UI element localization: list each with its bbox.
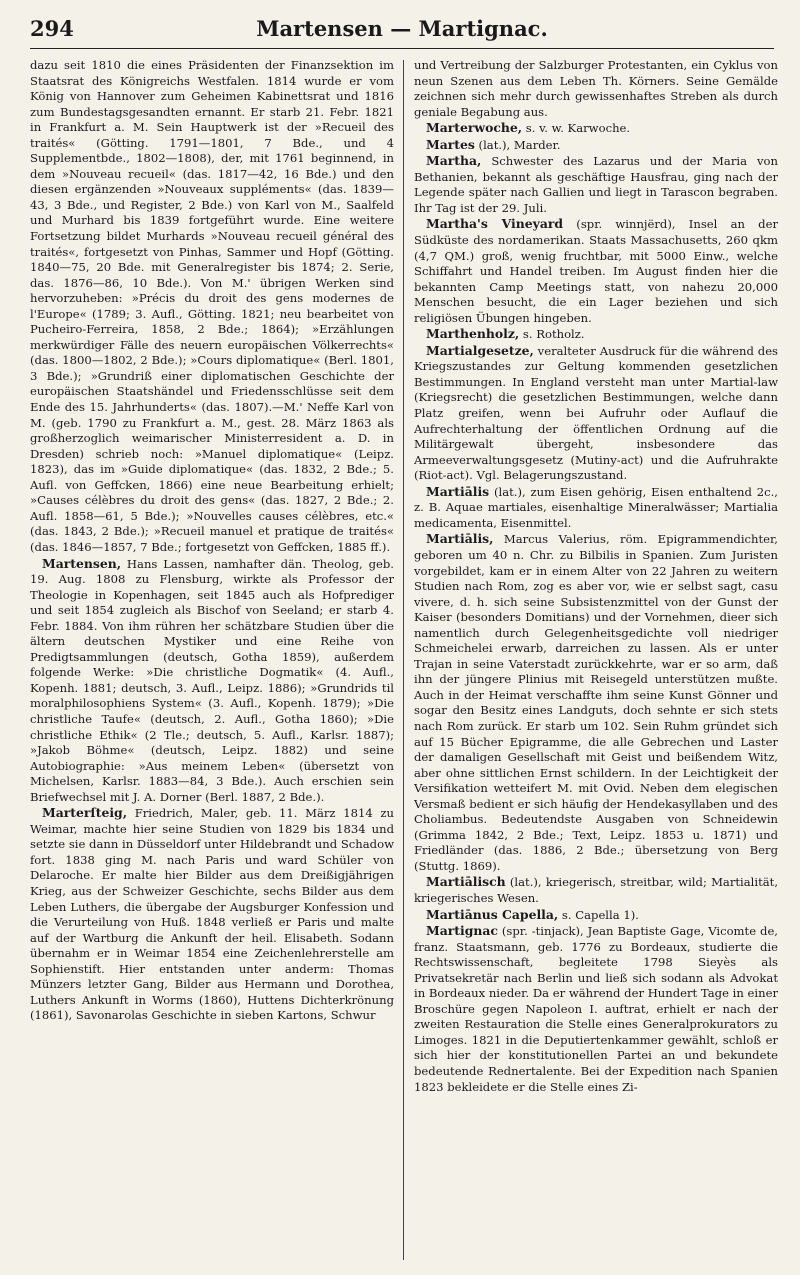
entry-lemma: Martiānus Capella,	[426, 906, 559, 922]
entry-marthas-vineyard	[414, 216, 778, 326]
entry-text: Friedrich, Maler, geb. 11. März 1814 zu Weimar, machte hier seine Studien von 1829 bis 1834 und setzte sie dann in Düsseldorf unter Hildebrandt und Schadow fort. 1838 ging M. nach Paris und ward Schüler von Delaroche. Er malte hier Bilder aus dem Dreißigjährigen Krieg, aus der Schweizer Geschichte, sechs Bilder aus dem Leben Luthers, die übergabe der Augsburger Konfession und die Verurteilung von Huß. 1848 verließ er Paris und malte auf der Wartburg die Ankunft der heil. Elisabeth. Sodann übernahm er in Weimar 1854 eine Zeichenlehrerstelle am Sophienstift. Hier entstanden unter anderm: Thomas Münzers letzter Gang, Bilder aus Hermann und Dorothea, Luthers Ankunft in Worms (1860), Huttens Dichterkrönung (1861), Savonarolas Geschichte in sieben Kartons, Schwur	[30, 806, 394, 1023]
entry-marthenholz	[414, 326, 778, 343]
entry-lemma: Martha's Vineyard	[426, 216, 564, 232]
entry-continuation	[30, 58, 394, 556]
entry-martes	[414, 137, 778, 154]
entry-lemma: Martiālis	[426, 483, 490, 499]
entry-lemma: Marterwoche,	[426, 120, 523, 136]
entry-continuation	[414, 58, 778, 120]
entry-text: veralteter Ausdruck für die während des Kriegszustandes zur Geltung kommenden gesetzlichen Bestimmungen. In England versteht man unter Martial-law (Kriegsrecht) die gesetzlichen Bestimmungen, welche dann Platz greifen, wenn bei Aufruhr oder Auflauf die Aufrechterhaltung der öffentlichen Ordnung auf die Militärgewalt übergeht, insbesondere das Armeeverwaltungsgesetz (Mutiny-act) und die Aufruhrakte (Riot-act). Vgl. Belagerungszustand.	[414, 343, 778, 483]
page-number: 294	[30, 16, 74, 41]
entry-martialisch	[414, 874, 778, 906]
entry-text: Marcus Valerius, röm. Epigrammendichter, geboren um 40 n. Chr. zu Bilbilis in Spanien. Zum Juristen vorgebildet, kam er in einem Alter von 22 Jahren zu weitern Studien nach Rom, zog es aber vor, wie er selbst sagt, casu vivere, d. h. sich seine Subsistenzmittel von der Gunst der Kaiser (besonders Domitians) und der Vornehmen, dieer sich namentlich durch Gelegenheitsgedichte voll niedriger Schmeichelei erwarb, darreichen zu lassen. Als er unter Trajan in seine Vaterstadt zurückkehrte, war er so arm, daß ihn der jüngere Plinius mit Reisegeld unterstützen mußte. Auch in der Heimat verschaffte ihm seine Kunst Gönner und sogar den Besitz eines Landguts, doch sehnte er sich stets nach Rom zurück. Er starb um 102. Sein Ruhm gründet sich auf 15 Bücher Epigramme, die alle Gebrechen und Laster der damaligen Gesellschaft mit Geist und beißendem Witz, aber ohne sittlichen Ernst schildern. In der Leichtigkeit der Versifikation wetteifert M. mit Ovid. Neben dem elegischen Versmaß bedient er sich häufig der Hendekasyllaben und des Choliambus. Bedeutendste Ausgaben von Schneidewin (Grimma 1842, 2 Bde.; Text, Leipz. 1853 u. 1871) und Friedländer (das. 1886, 2 Bde.; übersetzung von Berg (Stuttg. 1869).	[414, 532, 778, 873]
entry-martha	[414, 153, 778, 216]
entry-text: s. v. w. Karwoche.	[522, 121, 631, 136]
entry-text: (lat.), kriegerisch, streitbar, wild; Martialität, kriegerisches Wesen.	[414, 875, 778, 905]
entry-lemma: Martes	[426, 136, 475, 152]
running-title: Martensen — Martignac.	[256, 16, 548, 41]
entry-text: Schwester des Lazarus und der Maria von Bethanien, bekannt als geschäftige Hausfrau, ging nach der Legende später nach Gallien und liegt in Tarascon begraben. Ihr Tag ist der 29. Juli.	[414, 154, 778, 215]
entry-martianus-capella	[414, 907, 778, 924]
entry-lemma: Martensen,	[42, 555, 122, 571]
entry-text: (lat.), zum Eisen gehörig, Eisen enthaltend 2c., z. B. Aquae martiales, eisenhaltige Mineralwässer; Martialia medicamenta, Eisenmittel.	[414, 484, 778, 530]
entry-text: s. Capella 1).	[558, 907, 639, 922]
entry-lemma: Martiālisch	[426, 874, 506, 890]
column-divider	[403, 60, 404, 1260]
entry-lemma: Martiālis,	[426, 531, 494, 547]
page-header	[30, 14, 774, 49]
entry-text: s. Rotholz.	[519, 327, 585, 342]
entry-lemma: Martignac	[426, 923, 498, 939]
right-column	[414, 58, 778, 1263]
entry-marterwoche	[414, 120, 778, 137]
entry-lemma: Martha,	[426, 153, 482, 169]
entry-text: (lat.), Marder.	[474, 137, 561, 152]
entry-lemma: Marterſteig,	[42, 805, 128, 821]
entry-lemma: Martialgesetze,	[426, 342, 534, 358]
entry-martialgesetze	[414, 343, 778, 484]
entry-text: (spr. winnjërd), Insel an der Südküste des nordamerikan. Staats Massachusetts, 260 qkm (4,7 QM.) groß, wenig fruchtbar, mit 5000 Einw., welche Schiffahrt und Handel treiben. Im August finden hier die bekannten Camp Meetings statt, von nahezu 20,000 Menschen besucht, die ein Lager beziehen und sich religiösen Übungen hingeben.	[414, 217, 778, 325]
entry-martialis-lat	[414, 484, 778, 532]
entry-martensen	[30, 556, 394, 806]
entry-text: und Vertreibung der Salzburger Protestanten, ein Cyklus von neun Szenen aus dem Leben Th. Körners. Seine Gemälde zeichnen sich mehr durch gewissenhaftes Streben als durch geniale Begabung aus.	[414, 58, 778, 119]
entry-martersteig	[30, 805, 394, 1024]
left-column	[30, 58, 394, 1263]
entry-lemma: Marthenholz,	[426, 326, 520, 342]
entry-martignac	[414, 923, 778, 1095]
entry-text: Hans Lassen, namhafter dän. Theolog, geb. 19. Aug. 1808 zu Flensburg, wirkte als Professor der Theologie in Kopenhagen, seit 1845 auch als Hofprediger und seit 1854 zugleich als Bischof von Seeland; er starb 4. Febr. 1884. Von ihm rühren her schätzbare Studien über die ältern deutschen Mystiker und eine Reihe von Predigtsammlungen (deutsch, Gotha 1859), außerdem folgende Werke: »Die christliche Dogmatik« (4. Aufl., Kopenh. 1881; deutsch, 3. Aufl., Leipz. 1886); »Grundrids til moralphilosophiens System« (3. Aufl., Kopenh. 1879); »Die christliche Taufe« (deutsch, 2. Aufl., Gotha 1860); »Die christliche Ethik« (2 Tle.; deutsch, 5. Aufl., Karlsr. 1887); »Jakob Böhme« (deutsch, Leipz. 1882) und seine Autobiographie: »Aus meinem Leben« (übersetzt von Michelsen, Karlsr. 1883—84, 3 Bde.). Auch erschien sein Briefwechsel mit J. A. Dorner (Berl. 1887, 2 Bde.).	[30, 556, 394, 804]
entry-text: (spr. -tinjack), Jean Baptiste Gage, Vicomte de, franz. Staatsmann, geb. 1776 zu Bordeaux, studierte die Rechtswissenschaft, begleitete 1798 Sieyès als Privatsekretär nach Berlin und ließ sich sodann als Advokat in Bordeaux nieder. Da er während der Hundert Tage in einer Broschüre gegen Napoleon I. auftrat, erhielt er nach der zweiten Restauration die Stelle eines Generalprokurators zu Limoges. 1821 in die Deputiertenkammer gewählt, schloß er sich hier der konstitutionellen Partei an und bekundete bedeutende Rednertalente. Bei der Expedition nach Spanien 1823 bekleidete er die Stelle eines Zi-	[414, 924, 778, 1094]
entry-martialis-marcus	[414, 531, 778, 874]
entry-text: dazu seit 1810 die eines Präsidenten der Finanzsektion im Staatsrat des Königreichs Westfalen. 1814 wurde er vom König von Hannover zum Geheimen Kabinettsrat und 1816 zum Bundestagsgesandten ernannt. Er starb 21. Febr. 1821 in Frankfurt a. M. Sein Hauptwerk ist der »Recueil des traités« (Götting. 1791—1801, 7 Bde., und 4 Supplementbde., 1802—1808), der, mit 1761 beginnend, in dem »Nouveau recueil« (das. 1817—42, 16 Bde.) und den diesen ergänzenden »Nouveaux suppléments« (das. 1839—43, 3 Bde., und Register, 2 Bde.) von Karl von M., Saalfeld und Murhard bis 1839 fortgeführt wurde. Eine weitere Fortsetzung bildet Murhards »Nouveau recueil général des traités«, fortgesetzt von Pinhas, Sammer und Hopf (Götting. 1840—75, 20 Bde. mit Generalregister bis 1874; 2. Serie, das. 1876—86, 10 Bde.). Von M.' übrigen Werken sind hervorzuheben: »Précis du droit des gens modernes de l'Europe« (1789; 3. Aufl., Götting. 1821; neu bearbeitet von Pucheiro-Ferreira, 1858, 2 Bde.; 1864); »Erzählungen merkwürdiger Fälle des neuern europäischen Völkerrechts« (das. 1800—1802, 2 Bde.); »Cours diplomatique« (Berl. 1801, 3 Bde.); »Grundriß einer diplomatischen Geschichte der europäischen Staatshändel und Friedensschlüsse seit dem Ende des 15. Jahrhunderts« (das. 1807).—M.' Neffe Karl von M. (geb. 1790 zu Frankfurt a. M., gest. 28. März 1863 als großherzoglich weimarischer Ministerresident a. D. in Dresden) schrieb noch: »Manuel diplomatique« (Leipz. 1823), das im »Guide diplomatique« (das. 1832, 2 Bde.; 5. Aufl. von Geffcken, 1866) eine neue Bearbeitung erhielt; »Causes célèbres du droit des gens« (das. 1827, 2 Bde.; 2. Aufl. 1858—61, 5 Bde.); »Nouvelles causes célèbres, etc.« (das. 1843, 2 Bde.); »Recueil manuel et pratique de traités« (das. 1846—1857, 7 Bde.; fortgesetzt von Geffcken, 1885 ff.).	[30, 58, 394, 554]
